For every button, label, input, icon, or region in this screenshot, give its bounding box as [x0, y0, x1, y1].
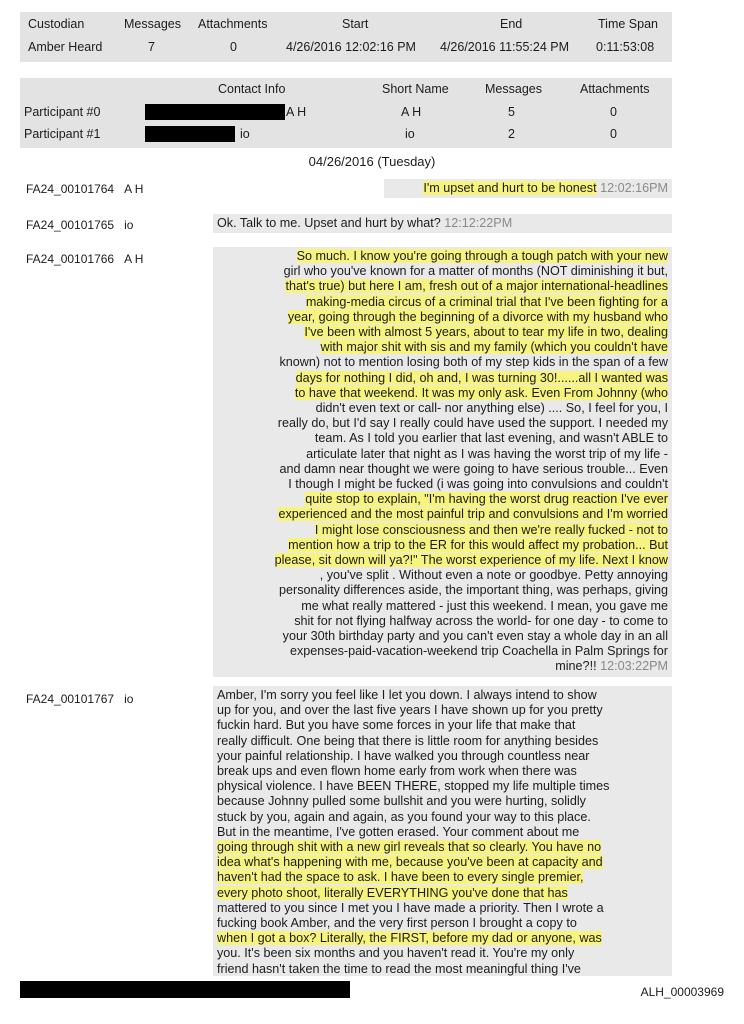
- message-line: [217, 355, 668, 370]
- message-line: [217, 946, 668, 961]
- message-line: [217, 916, 668, 931]
- message-bubble: [213, 214, 672, 233]
- message-line: [217, 295, 668, 310]
- message-meta: [26, 252, 153, 266]
- message-line: [217, 599, 668, 614]
- custodian-summary: [20, 12, 672, 62]
- message-line-text: physical violence. I have BEEN THERE, stopped my life multiple times: [217, 779, 610, 794]
- time-span-header: Time Span: [598, 17, 658, 31]
- message-id: FA24_00101767: [26, 692, 115, 706]
- custodian-header: Custodian: [28, 17, 85, 31]
- attachments-header: Attachments: [198, 17, 268, 31]
- message-line-text: friend hasn't taken the time to read the most meaningful thing I've: [217, 961, 581, 976]
- message-line-text: But in the meantime, I've gotten erased. Your comment about me: [217, 824, 580, 839]
- message-line-text: girl who you've known for a matter of months (NOT diminishing it but,: [283, 264, 668, 279]
- message-sender: A H: [124, 252, 144, 266]
- message-line: [217, 249, 668, 264]
- message-line-text: shit for not flying halfway across the world- for one day - to come to: [294, 613, 668, 628]
- message-line: [217, 371, 668, 386]
- message-bubble: [213, 247, 672, 677]
- message-line-text: I've been with almost 5 years, about to tear my life in two, dealing: [304, 325, 668, 340]
- message-line: [217, 840, 668, 855]
- message-line: [217, 644, 668, 659]
- participant-short-name: A H: [401, 105, 422, 119]
- message-line: [217, 614, 668, 629]
- message-line: [217, 870, 668, 885]
- participant-attachments-header: Attachments: [580, 82, 650, 96]
- message-line-text: stuck by you, again and again, as you found your way to this place.: [217, 809, 591, 824]
- message-line-text: you. It's been six months and you haven't read it. You're my only: [217, 946, 575, 961]
- message-line-text: fuckin hard. But you have some forces in your life that make that: [217, 718, 576, 733]
- participant-attachments: 0: [610, 105, 617, 119]
- attachments-value: 0: [230, 40, 237, 54]
- message-line-text: experienced and the most painful trip and convulsions and I'm worried: [278, 507, 668, 522]
- message-line-text: , you've split . Without even a note or goodbye. Petty annoying: [319, 568, 668, 583]
- message-line: [217, 264, 668, 279]
- message-line-text: me what really mattered - just this weekend. I mean, you gave me: [301, 598, 668, 613]
- message-line: [217, 825, 668, 840]
- message-line-text: really difficult. One being that there is little room for anything besides: [217, 733, 599, 748]
- message-line-text: I might lose consciousness and then we're really fucked - not to: [314, 522, 668, 537]
- message-line: [217, 553, 668, 568]
- message-line: [217, 538, 668, 553]
- message-meta: [26, 182, 153, 196]
- participant-contact: io: [240, 127, 250, 141]
- message-line: [217, 659, 668, 674]
- start-header: Start: [342, 17, 369, 31]
- message-id: FA24_00101764: [26, 182, 115, 196]
- custodian-value-row: [20, 40, 672, 60]
- redaction-box: [145, 104, 285, 120]
- bates-number: ALH_00003969: [640, 985, 724, 999]
- message-bubble: [384, 179, 672, 198]
- message-meta: [26, 218, 143, 232]
- message-line: [217, 764, 668, 779]
- message-line: [217, 703, 668, 718]
- message-line-text: Amber, I'm sorry you feel like I let you down. I always intend to show: [217, 688, 597, 702]
- redaction-box: [145, 126, 235, 142]
- start-value: 4/26/2016 12:02:16 PM: [286, 40, 416, 54]
- participant-messages-header: Messages: [485, 82, 542, 96]
- end-value: 4/26/2016 11:55:24 PM: [440, 40, 570, 54]
- message-line-text: idea what's happening with me, because you've been at capacity and: [217, 855, 603, 870]
- message-line-text: making-media circus of a criminal trial that I've been fighting for a: [305, 294, 668, 309]
- participants-header-row: [20, 82, 672, 102]
- message-line-text: So much. I know you're going through a tough patch with your new: [296, 249, 668, 263]
- message-line: [217, 962, 668, 976]
- message-line: [217, 629, 668, 644]
- participant-attachments: 0: [610, 127, 617, 141]
- message-line-text: expenses-paid-vacation-weekend trip Coachella in Palm Springs for: [289, 644, 668, 659]
- participant-row: [20, 127, 672, 147]
- participant-messages: 5: [508, 105, 515, 119]
- message-line: [217, 325, 668, 340]
- message-line-text: to have that weekend. It was my only ask. Even From Johnny (who: [294, 385, 668, 400]
- message-line: [217, 794, 668, 809]
- date-header: 04/26/2016 (Tuesday): [308, 154, 436, 169]
- message-line-text: mattered to you since I met you I have made a priority. Then I wrote a: [217, 900, 604, 915]
- message-line-text: and damn near thought we were going to have serious trouble... Even: [279, 461, 668, 476]
- redaction-box: [20, 981, 350, 998]
- participant-row: [20, 105, 672, 125]
- message-line: [217, 340, 668, 355]
- message-line: [217, 310, 668, 325]
- message-line-text: haven't had the space to ask. I have been to every single premier,: [217, 870, 584, 885]
- message-text: Ok. Talk to me. Upset and hurt by what?: [217, 216, 441, 230]
- message-line-text: that's true) but here I am, fresh out of a major international-headlines: [285, 279, 668, 294]
- message-line: [217, 931, 668, 946]
- end-header: End: [500, 17, 523, 31]
- message-id: FA24_00101766: [26, 252, 115, 266]
- custodian-value: Amber Heard: [28, 40, 103, 54]
- message-line-text: quite stop to explain, "I'm having the worst drug reaction I've ever: [305, 492, 668, 507]
- message-sender: io: [124, 218, 134, 232]
- message-line-text: personality differences aside, the important thing, was perhaps, giving: [279, 583, 668, 598]
- message-line: [217, 492, 668, 507]
- message-line-text: fucking book Amber, and the very first person I brought a copy to: [217, 916, 577, 931]
- message-line: [217, 855, 668, 870]
- message-line-text: I though I might be fucked (i was going into convulsions and couldn't: [288, 477, 668, 492]
- custodian-header-row: [20, 17, 672, 37]
- message-line: [217, 477, 668, 492]
- message-line-text: really do, but I'd say I really could have used the support. I needed my: [277, 416, 668, 431]
- message-line: [217, 431, 668, 446]
- message-line-text: articulate later that night as I was having the worst trip of my life -: [306, 446, 668, 461]
- messages-value: 7: [148, 40, 155, 54]
- message-line-text: with major shit with sis and my family (which you couldn't have: [320, 340, 668, 355]
- message-bubble: [213, 686, 672, 976]
- message-meta: [26, 692, 143, 706]
- message-sender: io: [124, 692, 134, 706]
- message-line-text: your 30th birthday party and you can't even stay a whole day in an all: [282, 629, 668, 644]
- message-line-text: known) not to mention losing both of my step kids in the span of a few: [279, 355, 668, 370]
- message-line: [217, 583, 668, 598]
- message-line-text: team. As I told you earlier that last evening, and wasn't ABLE to: [314, 431, 668, 446]
- message-line: [217, 688, 668, 703]
- message-line-text: year, going through the beginning of a divorce with my husband who: [287, 309, 668, 324]
- message-line-text: didn't even text or call- nor anything else) .... So, I feel for you, I: [315, 401, 668, 416]
- contact-info-header: Contact Info: [218, 82, 286, 96]
- message-id: FA24_00101765: [26, 218, 115, 232]
- message-line: [217, 810, 668, 825]
- message-line-text: up for you, and over the last five years I have shown up for you pretty: [217, 703, 603, 718]
- message-line: [217, 401, 668, 416]
- messages-header: Messages: [124, 17, 181, 31]
- message-line-text: going through shit with a new girl reveals that so clearly. You have no: [217, 840, 602, 855]
- message-line: [217, 507, 668, 522]
- participant-short-name: io: [405, 127, 415, 141]
- message-line: [217, 734, 668, 749]
- participant-label: Participant #1: [24, 127, 101, 141]
- message-sender: A H: [124, 182, 144, 196]
- message-line: [217, 447, 668, 462]
- short-name-header: Short Name: [382, 82, 449, 96]
- message-line: [217, 523, 668, 538]
- message-line: [217, 901, 668, 916]
- message-line: [217, 718, 668, 733]
- message-line-text: mention how a trip to the ER for this would affect my probation... But: [288, 537, 668, 552]
- message-line: [217, 886, 668, 901]
- message-timestamp: 12:02:16PM: [600, 181, 668, 195]
- message-line: [217, 279, 668, 294]
- message-line-text: when I got a box? Literally, the FIRST, before my dad or anyone, was: [217, 931, 602, 946]
- message-line: [217, 779, 668, 794]
- message-line-text: your painful relationship. I have walked you through countless near: [217, 748, 590, 763]
- time-span-value: 0:11:53:08: [596, 40, 655, 54]
- message-timestamp: 12:12:22PM: [444, 216, 513, 230]
- message-line-text: mine?!!: [555, 659, 597, 674]
- message-line-text: because Johnny pulled some bullshit and you were hurting, solidly: [217, 794, 586, 809]
- message-line-text: every photo shoot, literally EVERYTHING you've done that has: [217, 885, 568, 900]
- message-line-text: days for nothing I did, oh and, I was turning 30!......all I wanted was: [295, 370, 668, 385]
- message-line: [217, 416, 668, 431]
- message-line-text: break ups and even flown home early from work when there was: [217, 764, 577, 779]
- participants-table: [20, 78, 672, 148]
- participant-contact: A H: [286, 105, 307, 119]
- participant-label: Participant #0: [24, 105, 101, 119]
- participant-messages: 2: [508, 127, 515, 141]
- message-line-text: please, sit down will ya?!" The worst experience of my life. Next I know: [274, 553, 668, 568]
- message-text: I'm upset and hurt to be honest: [423, 181, 597, 195]
- message-line: [217, 749, 668, 764]
- message-timestamp: 12:03:22PM: [596, 659, 668, 674]
- message-line: [217, 462, 668, 477]
- message-line: [217, 568, 668, 583]
- message-line: [217, 386, 668, 401]
